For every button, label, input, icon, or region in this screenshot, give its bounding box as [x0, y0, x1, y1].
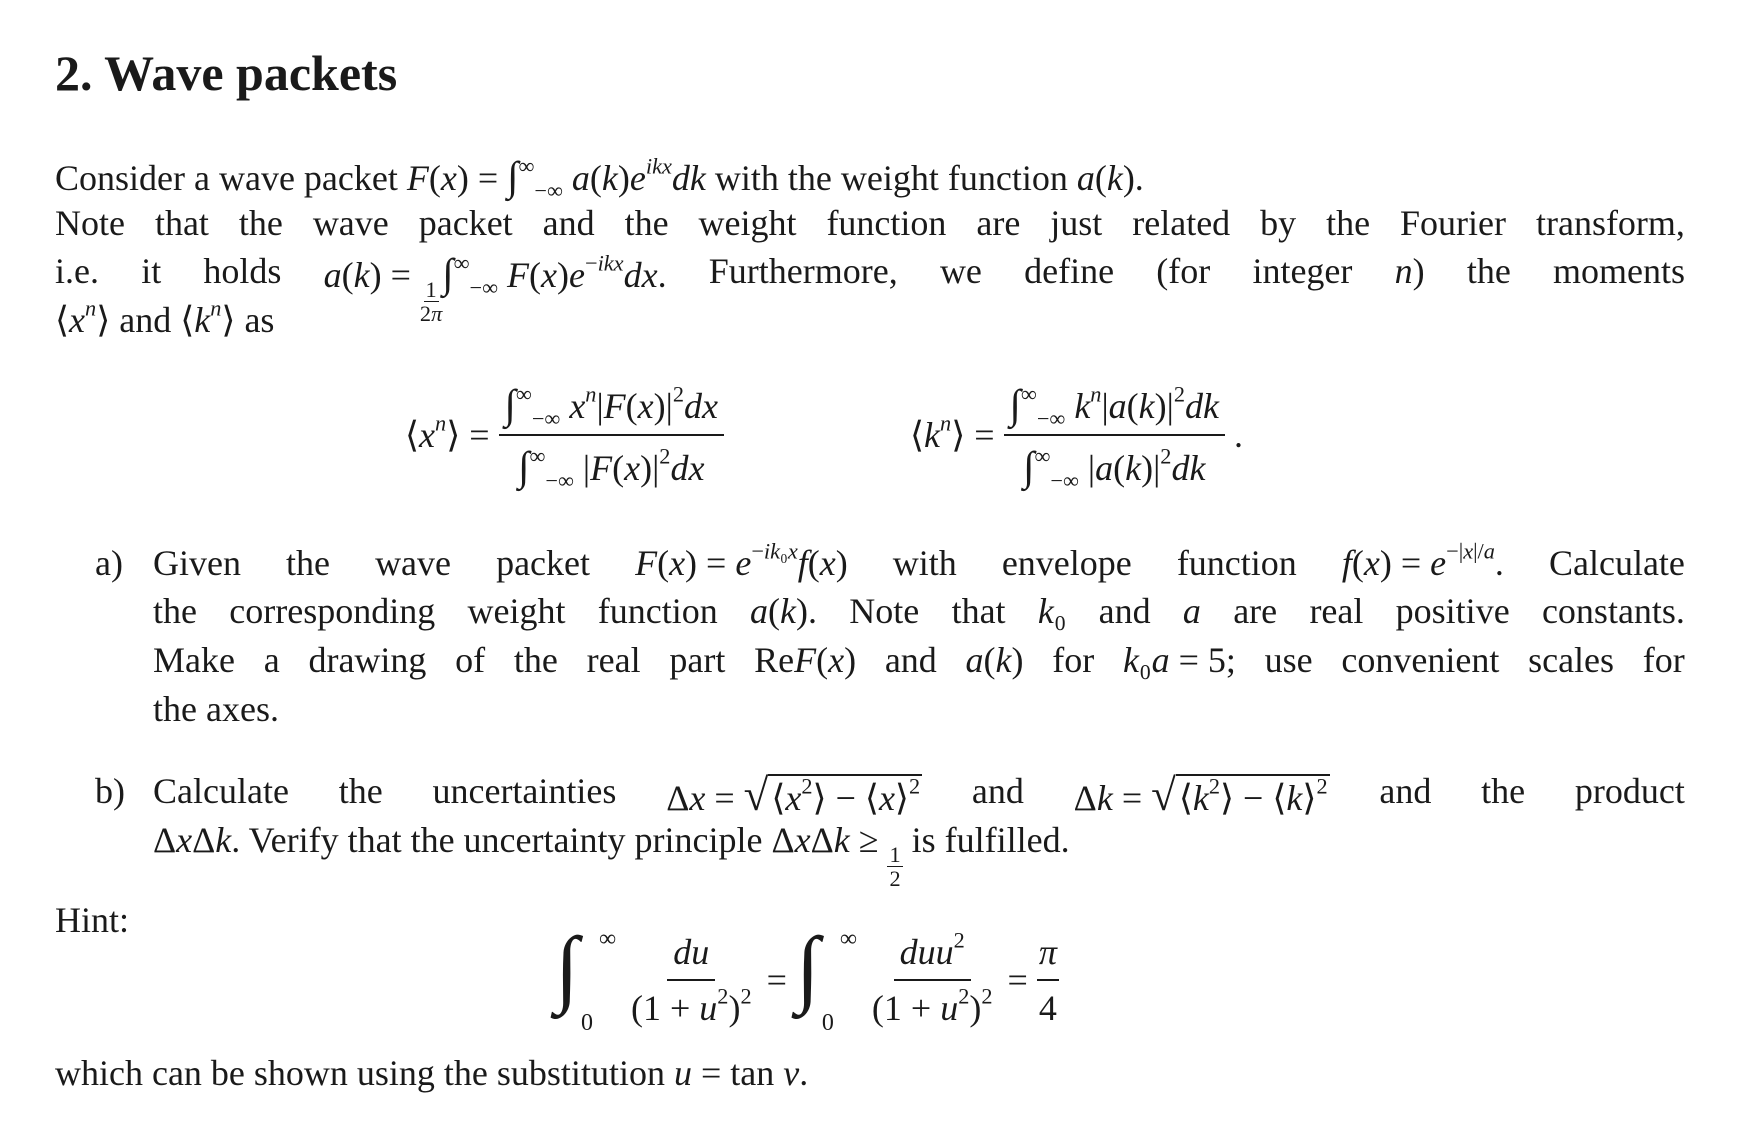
part-a-line-4: the axes.: [153, 689, 279, 729]
section-title: Wave packets: [104, 45, 398, 101]
intro-line-2: Note that the wave packet and the weight function are just related by the Fourier transform,: [55, 203, 1685, 243]
part-b-line-2: ΔxΔk. Verify that the uncertainty principle ΔxΔk ≥ $\frac{1}{2}$ is fulfilled.: [153, 820, 1070, 892]
k-moment-equation: $⟨k^n⟩$ = $\frac{\int^\infty_{-\infty} k^n|a(k)|^2dk}{\int^\infty_{-\infty} |a(k)|^2dk}$ .: [910, 381, 1243, 493]
part-a-line-2: the corresponding weight function a(k). Note that k₀ and a are real positive constants.: [153, 591, 1685, 631]
section-heading: [55, 45, 398, 101]
part-a-line-3: Make a drawing of the real part ReF(x) and a(k) for k₀a = 5; use convenient scales for: [153, 640, 1685, 680]
hint-label: Hint:: [55, 900, 130, 940]
part-b-label: b): [95, 771, 125, 811]
section-number: 2.: [55, 45, 93, 101]
intro-line-1: Consider a wave packet $F(x) = \int^\infty_{-\infty}$ $a(k)e^{ikx}dk$ with the weight function a(k).: [55, 153, 1144, 203]
x-moment-equation: $⟨x^n⟩$ = $\frac{\int^\infty_{-\infty} x^n|F(x)|^2dx}{\int^\infty_{-\infty} |F(x)|^2dx}$: [405, 380, 724, 490]
part-b-line-1: Calculate the uncertainties $\Delta x = √⟨x^2⟩$ − ⟨x⟩$^2$ and $\Delta k = √⟨k^2⟩$ − ⟨k⟩$^2$ and the product: [153, 770, 1685, 820]
hint-closing: which can be shown using the substitution u = tan v.: [55, 1053, 809, 1093]
hint-equation: ∫ ∞ 0 $\frac{du}{(1 + u^2)^2}$ = ∫ ∞ 0 $\frac{duu^2}{(1 + u^2)^2}$ = $\frac{\pi}{4}$: [555, 919, 1057, 1036]
part-a-line-1: Given the wave packet $F(x) = e^{-ik_0x}f(x)$ with envelope function $f(x) = e^{-|x|/a}$. Calculate: [153, 538, 1685, 583]
intro-line-4: $⟨x^n⟩$ and $⟨k^n⟩$ as: [55, 295, 275, 340]
intro-line-3: i.e. it holds a(k) = $\frac{1}{2\pi}$ $\int^\infty_{-\infty}$ $F(x)e^{-ikx}dx$. Furthermore, we define (for integer n) the moments: [55, 250, 1685, 327]
part-a-label: a): [95, 543, 123, 583]
